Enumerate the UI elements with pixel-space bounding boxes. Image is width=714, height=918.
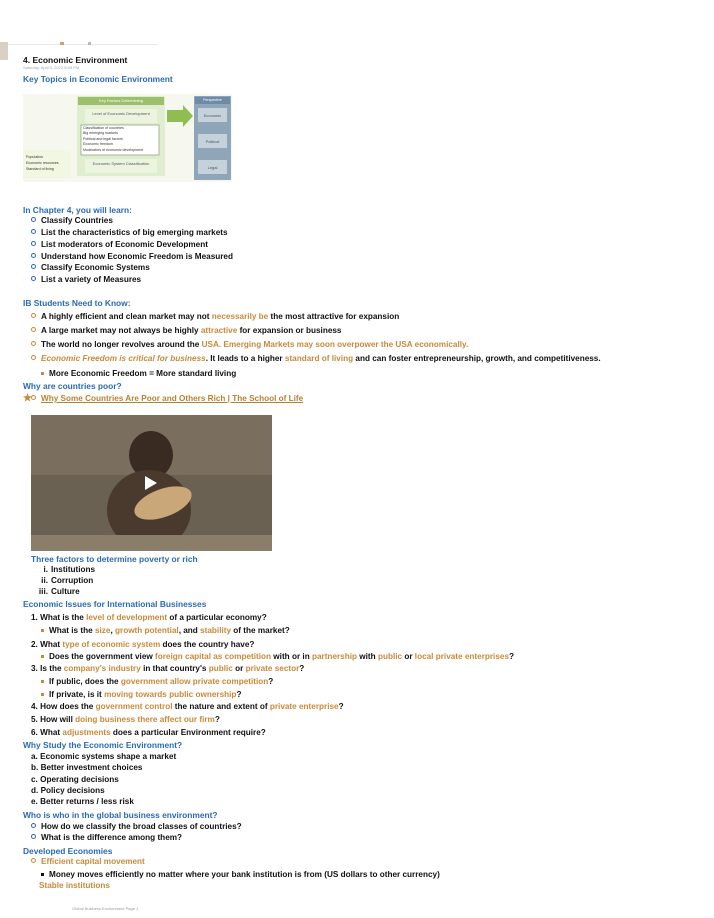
issue-sub-item: If public, does the government allow private competition? (41, 677, 273, 686)
why-item: b. Better investment choices (31, 763, 143, 772)
diagram-right-box: Political (205, 139, 220, 144)
issue-item: 1. What is the level of development of a particular economy? (31, 613, 267, 622)
issue-item: 2. What type of economic system does the country have? (31, 640, 255, 649)
ib-item: The world no longer revolves around the USA. Emerging Markets may soon overpower the USA economically. (31, 340, 468, 349)
diagram-list-item: Classification of countries (83, 126, 124, 130)
three-factors-heading: Three factors to determine poverty or rich (31, 554, 198, 564)
why-item: a. Economic systems shape a market (31, 752, 177, 761)
issue-item: 3. Is the company's industry in that country's public or private sector? (31, 664, 305, 673)
issue-sub-item: Does the government view foreign capital as competition with or in partnership with public or local private enterprises? (41, 652, 514, 661)
ib-item: A highly efficient and clean market may not necessarily be the most attractive for expansion (31, 312, 399, 321)
ib-item: A large market may not always be highly attractive for expansion or business (31, 326, 341, 335)
diagram-list-item: Standard of living (26, 167, 54, 171)
who-heading: Who is who in the global business environment? (23, 810, 218, 820)
ib-item: Economic Freedom is critical for business. It leads to a higher standard of living and can foster entrepreneurship, growth, and competitiveness. (31, 354, 601, 363)
key-topics-diagram (23, 94, 232, 182)
diagram-list-item: Political and legal factors (83, 136, 123, 141)
ib-heading: IB Students Need to Know: (23, 298, 131, 308)
why-heading: Why Study the Economic Environment? (23, 740, 183, 750)
diagram-right-box: Legal (207, 165, 218, 170)
video-thumbnail[interactable] (31, 415, 272, 551)
developed-item: Stable institutions (39, 881, 110, 890)
issues-heading: Economic Issues for International Businesses (23, 599, 207, 609)
diagram-right-header: Perspective (203, 98, 222, 102)
factor-item: i. Institutions (43, 565, 96, 574)
issue-item: 5. How will doing business there affect our firm? (31, 715, 220, 724)
page-timestamp: Saturday, April 9, 2022 5:09 PM (23, 65, 80, 70)
diagram-right-box: Economic (203, 113, 222, 118)
diagram-left-title: Key Factors Determining (98, 98, 143, 103)
chapter-heading: In Chapter 4, you will learn: (23, 205, 132, 215)
developed-heading: Developed Economies (23, 846, 113, 856)
video-link[interactable]: Why Some Countries Are Poor and Others Rich | The School of Life (31, 394, 303, 403)
diagram-list-item: Moderators of economic development (83, 147, 144, 152)
issue-item: 6. What adjustments does a particular Environment require? (31, 728, 266, 737)
page-title: 4. Economic Environment (23, 55, 128, 65)
play-icon[interactable] (144, 475, 158, 491)
page-footer: Global Business Environment Page 1 (72, 906, 139, 911)
issue-item: 4. How does the government control the nature and extent of private enterprise? (31, 702, 344, 711)
issue-sub-item: If private, is it moving towards public ownership? (41, 690, 241, 699)
diagram-list-item: Economic freedom (83, 142, 113, 147)
diagram-bottom-title: Economic System Classification (92, 161, 150, 166)
chapter-item: List a variety of Measures (31, 275, 141, 284)
who-item: What is the difference among them? (31, 833, 182, 842)
why-item: d. Policy decisions (31, 786, 105, 795)
key-topics-heading: Key Topics in Economic Environment (23, 74, 173, 84)
chapter-item: Understand how Economic Freedom is Measured (31, 252, 233, 261)
diagram-list-item: Big emerging markets (83, 131, 118, 136)
chapter-item: List the characteristics of big emerging markets (31, 228, 228, 237)
chapter-item: Classify Countries (31, 216, 113, 225)
chapter-item: List moderators of Economic Development (31, 240, 208, 249)
developed-sub-item: Money moves efficiently no matter where your bank institution is from (US dollars to other currency) (41, 870, 440, 879)
who-item: How do we classify the broad classes of countries? (31, 822, 242, 831)
developed-item: Efficient capital movement (31, 857, 145, 866)
why-item: e. Better returns / less risk (31, 797, 134, 806)
chapter-item: Classify Economic Systems (31, 263, 150, 272)
issue-sub-item: What is the size, growth potential, and stability of the market? (41, 626, 290, 635)
diagram-center-list (83, 126, 159, 153)
why-item: c. Operating decisions (31, 775, 119, 784)
diagram-list-item: Economic resources (26, 161, 59, 165)
diagram-left-list (26, 154, 70, 172)
factor-item: ii. Corruption (41, 576, 94, 585)
diagram-center-title: Level of Economic Development (92, 111, 150, 116)
factor-item: iii. Culture (38, 587, 80, 596)
ib-sub-item: More Economic Freedom = More standard living (41, 369, 236, 378)
poor-heading: Why are countries poor? (23, 381, 122, 391)
diagram-list-item: Population (26, 155, 43, 159)
